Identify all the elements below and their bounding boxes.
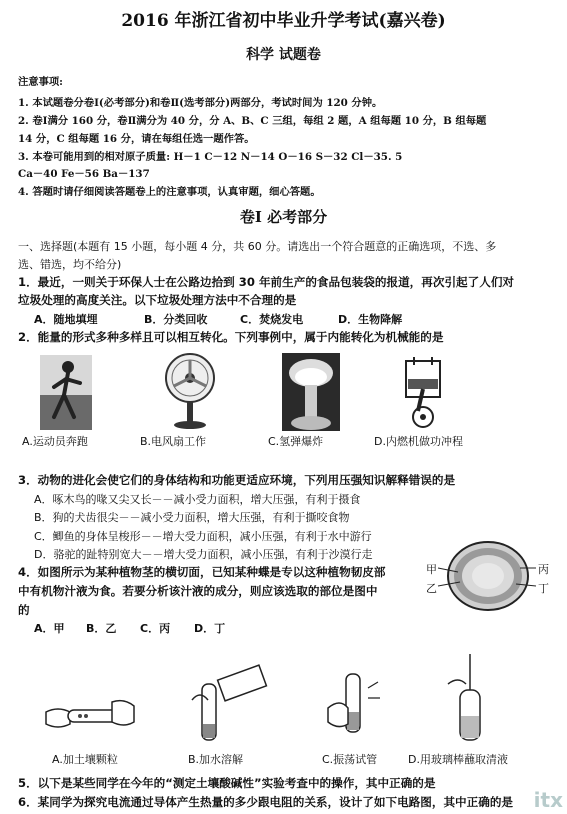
stem-label-ding: 丁 <box>538 582 549 595</box>
hydrogen-bomb-photo <box>282 353 340 431</box>
stem-label-bing: 丙 <box>538 563 549 576</box>
q6-line: 6．某同学为探究电流通过导体产生热量的多少跟电阻的关系，设计了如下电路图，其中正确的是 <box>18 795 514 809</box>
q1-option-d: D．生物降解 <box>338 313 403 326</box>
q4-option-c: C．丙 <box>140 622 171 635</box>
q5-caption-a: A.加土壤颗粒 <box>52 753 118 766</box>
q2-caption-b: B.电风扇工作 <box>140 435 207 448</box>
add-water-illustration <box>190 660 270 745</box>
q1-line-1: 1．最近，一则关于环保人士在公路边拾到 30 年前生产的食品包装袋的报道，再次引起了人们对 <box>18 275 515 289</box>
q3-option-c: C．鲫鱼的身体呈梭形－－增大受力面积，减小压强，有利于水中游行 <box>34 530 372 543</box>
notice-line-4: 3. 本卷可能用到的相对原子质量: H－1 C－12 N－14 O－16 S－32 Cl－35. 5 <box>18 151 403 163</box>
q4-option-b: B．乙 <box>86 622 117 635</box>
stem-cross-section-diagram <box>424 538 554 616</box>
q2-caption-a: A.运动员奔跑 <box>22 435 88 448</box>
q1-option-c: C．焚烧发电 <box>240 313 304 326</box>
q4-line-3: 的 <box>18 603 30 617</box>
notice-line-1: 1. 本试题卷分卷Ⅰ(必考部分)和卷Ⅱ(选考部分)两部分，考试时间为 120 分钟。 <box>18 97 383 109</box>
q5-line: 5．以下是某些同学在今年的“测定土壤酸碱性”实验考查中的操作，其中正确的是 <box>18 776 436 790</box>
q2-line: 2．能量的形式多种多样且可以相互转化。下列事例中，属于内能转化为机械能的是 <box>18 330 444 344</box>
q5-caption-c: C.振荡试管 <box>322 753 378 766</box>
q4-line-2: 中有机物汁液为食。若要分析该汁液的成分，则应该选取的部位是图中 <box>18 584 378 598</box>
notice-heading: 注意事项: <box>18 76 63 88</box>
q3-option-d: D．骆驼的趾特别宽大－－增大受力面积，减小压强，有利于沙漠行走 <box>34 548 373 561</box>
exam-subtitle: 科学 试题卷 <box>246 47 321 63</box>
q4-option-a: A．甲 <box>34 622 65 635</box>
instructions-line-2: 选、错选，均不给分) <box>18 258 122 271</box>
q1-option-b: B．分类回收 <box>144 313 208 326</box>
q5-caption-d: D.用玻璃棒蘸取清液 <box>408 753 508 766</box>
q3-option-b: B．狗的犬齿很尖－－减小受力面积，增大压强，有利于撕咬食物 <box>34 511 350 524</box>
stem-label-yi: 乙 <box>426 582 437 595</box>
q1-option-a: A．随地填埋 <box>34 313 98 326</box>
glass-rod-dip-illustration <box>440 654 500 746</box>
stem-label-jia: 甲 <box>426 563 437 576</box>
q2-caption-d: D.内燃机做功冲程 <box>374 435 463 448</box>
q2-caption-c: C.氢弹爆炸 <box>268 435 324 448</box>
notice-line-2: 2. 卷Ⅰ满分 160 分，卷Ⅱ满分为 40 分，分 A、B、C 三组，每组 2 题，A 组每题 10 分，B 组每题 <box>18 115 487 127</box>
instructions-line-1: 一、选择题(本题有 15 小题，每小题 4 分，共 60 分。请选出一个符合题意的正确选项，不选、多 <box>18 240 497 253</box>
q4-line-1: 4．如图所示为某种植物茎的横切面，已知某种蝶是专以这种植物韧皮部 <box>18 565 386 579</box>
engine-power-stroke-diagram <box>396 355 450 431</box>
exam-title: 2016 年浙江省初中毕业升学考试(嘉兴卷) <box>121 11 446 31</box>
add-soil-test-tube-illustration <box>40 672 140 742</box>
section-title: 卷Ⅰ 必考部分 <box>239 208 328 226</box>
notice-line-6: 4. 答题时请仔细阅读答题卷上的注意事项，认真审题，细心答题。 <box>18 186 321 198</box>
watermark-logo: itx <box>533 788 563 812</box>
electric-fan-photo <box>162 350 218 430</box>
q3-option-a: A．啄木鸟的喙又尖又长－－减小受力面积，增大压强，有利于摄食 <box>34 493 361 506</box>
q5-caption-b: B.加水溶解 <box>188 753 244 766</box>
runner-photo <box>40 355 92 430</box>
notice-line-3: 14 分，C 组每题 16 分，请在每组任选一题作答。 <box>18 133 255 145</box>
q3-line: 3．动物的进化会使它们的身体结构和功能更适应环境，下列用压强知识解释错误的是 <box>18 473 456 487</box>
notice-line-5: Ca－40 Fe－56 Ba－137 <box>18 168 150 180</box>
q4-option-d: D．丁 <box>194 622 226 635</box>
shake-test-tube-illustration <box>318 668 388 746</box>
q1-line-2: 垃圾处理的高度关注。以下垃圾处理方法中不合理的是 <box>18 293 297 307</box>
